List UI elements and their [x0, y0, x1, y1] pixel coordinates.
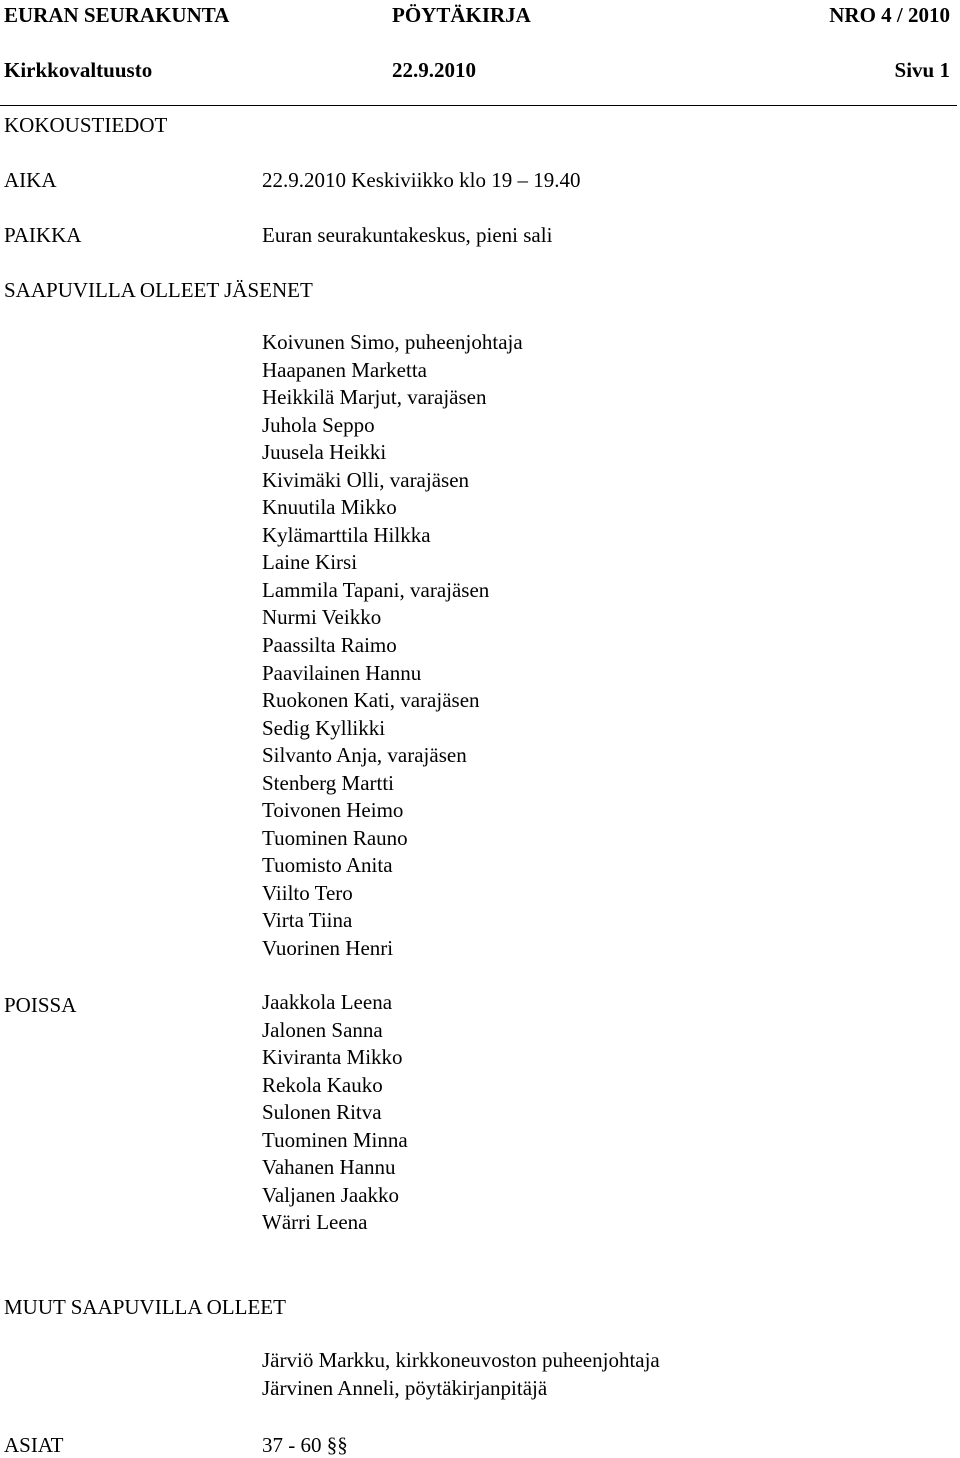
name-list-item: Rekola Kauko	[262, 1072, 383, 1097]
name-list-item: Nurmi Veikko	[262, 605, 382, 630]
document-type: PÖYTÄKIRJA	[392, 3, 531, 27]
name-list-item: Stenberg Martti	[262, 770, 395, 795]
name-list-item: Järvinen Anneli, pöytäkirjanpitäjä	[262, 1375, 548, 1400]
name-list-item: Toivonen Heimo	[262, 798, 404, 823]
name-list-item: Valjanen Jaakko	[262, 1182, 400, 1207]
name-list-item: Tuominen Rauno	[262, 825, 408, 850]
name-list-item: Virta Tiina	[262, 908, 353, 933]
name-list-item: Viilto Tero	[262, 880, 353, 905]
name-list-item: Laine Kirsi	[262, 550, 358, 575]
asiat-label: ASIAT	[4, 1433, 64, 1457]
name-list-item: Kiviranta Mikko	[262, 1045, 403, 1070]
aika-label: AIKA	[4, 168, 57, 192]
body-name: Kirkkovaltuusto	[4, 58, 153, 82]
name-list-item: Heikkilä Marjut, varajäsen	[262, 385, 487, 410]
parish-name: EURAN SEURAKUNTA	[4, 3, 230, 27]
name-list-item: Jaakkola Leena	[262, 990, 393, 1014]
name-list-item: Sulonen Ritva	[262, 1100, 382, 1125]
name-list-item: Vuorinen Henri	[262, 936, 394, 961]
paikka-value: Euran seurakuntakeskus, pieni sali	[262, 223, 553, 247]
name-list-item: Tuominen Minna	[262, 1127, 408, 1152]
meeting-date: 22.9.2010	[392, 58, 476, 82]
name-list-item: Juusela Heikki	[262, 440, 387, 465]
name-list-item: Knuutila Mikko	[262, 495, 397, 520]
name-list-item: Koivunen Simo, puheenjohtaja	[262, 330, 523, 354]
header-divider	[0, 105, 957, 106]
others-present-list	[262, 1347, 660, 1402]
name-list-item: Järviö Markku, kirkkoneuvoston puheenjohtaja	[262, 1348, 660, 1372]
name-list-item: Paavilainen Hannu	[262, 660, 422, 685]
name-list-item: Kivimäki Olli, varajäsen	[262, 467, 470, 492]
absent-list	[262, 989, 408, 1237]
name-list-item: Haapanen Marketta	[262, 357, 427, 382]
name-list-item: Wärri Leena	[262, 1210, 368, 1235]
name-list-item: Sedig Kyllikki	[262, 715, 386, 740]
paikka-label: PAIKKA	[4, 223, 82, 247]
aika-value: 22.9.2010 Keskiviikko klo 19 – 19.40	[262, 168, 581, 192]
asiat-value: 37 - 60 §§	[262, 1433, 348, 1457]
absent-label: POISSA	[4, 993, 77, 1017]
name-list-item: Jalonen Sanna	[262, 1017, 383, 1042]
others-present-label: MUUT SAAPUVILLA OLLEET	[4, 1295, 286, 1319]
name-list-item: Silvanto Anja, varajäsen	[262, 743, 467, 768]
name-list-item: Juhola Seppo	[262, 412, 375, 437]
name-list-item: Vahanen Hannu	[262, 1155, 396, 1180]
section-title: KOKOUSTIEDOT	[4, 113, 168, 137]
present-members-list	[262, 329, 523, 963]
name-list-item: Lammila Tapani, varajäsen	[262, 577, 490, 602]
name-list-item: Tuomisto Anita	[262, 853, 393, 878]
name-list-item: Kylämarttila Hilkka	[262, 522, 431, 547]
name-list-item: Paassilta Raimo	[262, 633, 397, 658]
document-number: NRO 4 / 2010	[829, 3, 950, 27]
page-number: Sivu 1	[894, 58, 950, 82]
name-list-item: Ruokonen Kati, varajäsen	[262, 688, 480, 713]
present-members-label: SAAPUVILLA OLLEET JÄSENET	[4, 278, 313, 302]
